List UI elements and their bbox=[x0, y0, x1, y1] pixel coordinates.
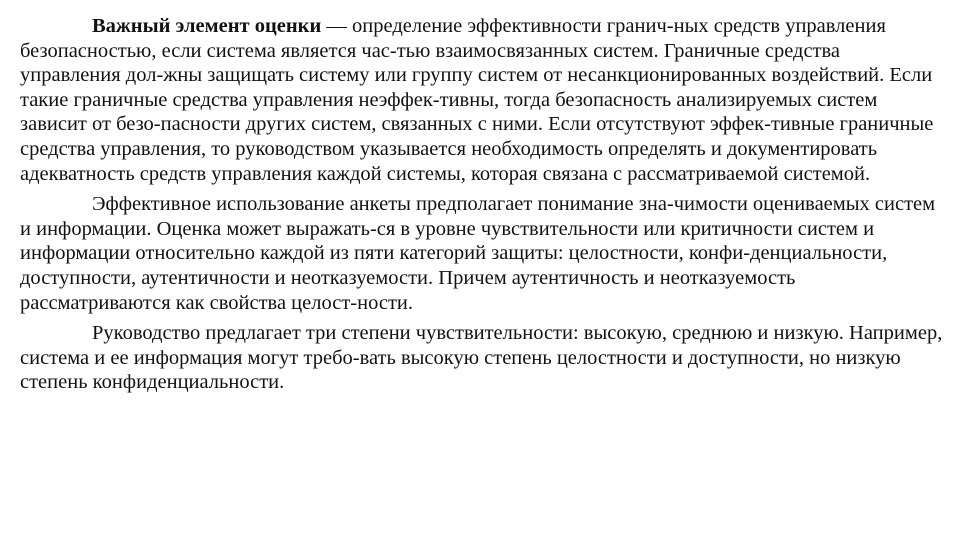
paragraph-1-text: — определение эффективности гранич-ных средств управления безопасностью, если система является час-тью взаимосвязанных систем. Граничные средства управления дол-жны защищать систему или группу систем от несанкционированных воздействий. Если такие граничные средства управления неэффек-тивны, тогда безопасность анализируемых систем зависит от безо-пасности других систем, связанных с ними. Если отсутствуют эффек-тивные граничные средства управления, то руководством указывается необходимость определять и документировать адекватность средств управления каждой системы, которая связана с рассматриваемой системой. bbox=[20, 15, 934, 185]
paragraph-important-element bbox=[20, 14, 944, 186]
paragraph-sensitivity-levels: Руководство предлагает три степени чувствительности: высокую, среднюю и низкую. Например, система и ее информация могут требо-вать высокую степень целостности и доступности, но низкую степень конфиденциальности. bbox=[20, 322, 943, 394]
slide-content bbox=[20, 14, 944, 528]
paragraph-questionnaire-usage: Эффективное использование анкеты предполагает понимание зна-чимости оцениваемых систем и информации. Оценка может выражать-ся в уровне чувствительности или критичности систем и информации относительно каждой из пяти категорий защиты: целостности, конфи-денциальности, доступности, аутентичности и неотказуемости. Причем аутентичность и неотказуемость рассматриваются как свойства целост-ности. bbox=[20, 193, 936, 314]
lead-term: Важный элемент оценки bbox=[92, 15, 322, 37]
